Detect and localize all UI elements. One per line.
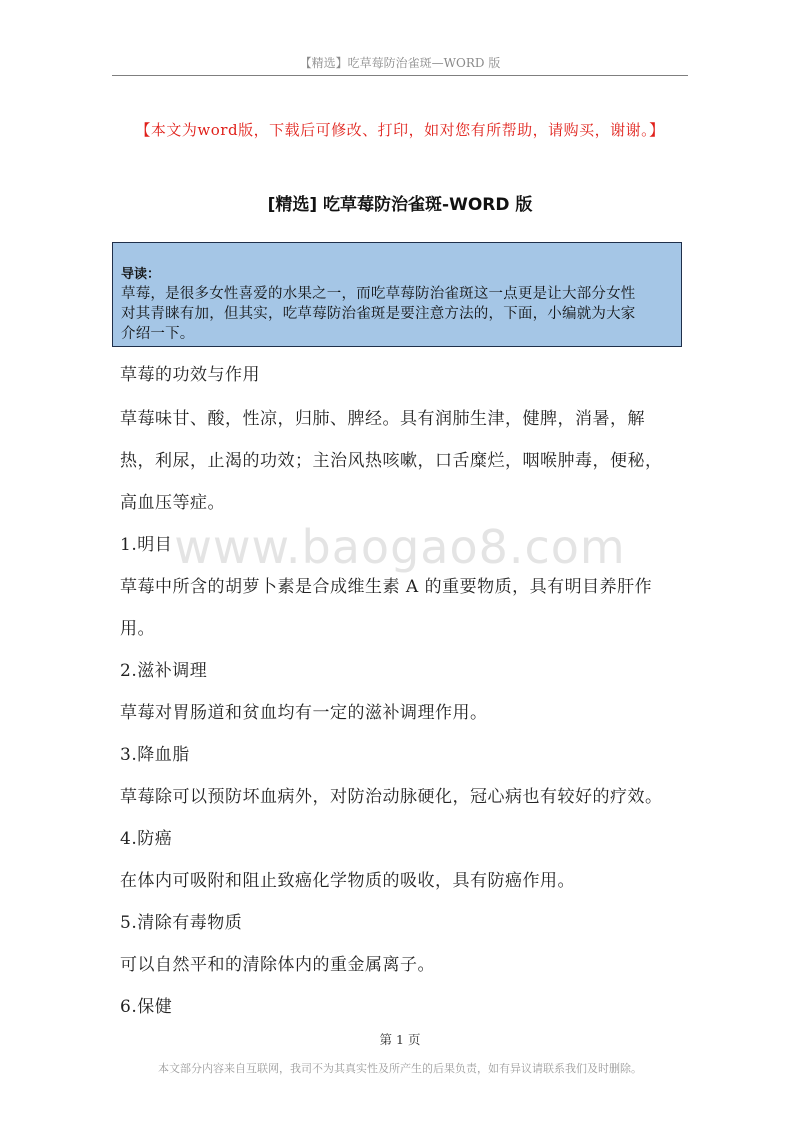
item-heading: 2.滋补调理 [120,661,208,681]
item-heading: 3.降血脂 [120,745,190,765]
running-header: 【精选】吃草莓防治雀斑—WORD 版 [299,56,501,70]
body-paragraph-line: 草莓味甘、酸，性凉，归肺、脾经。具有润肺生津，健脾，消暑，解 [120,409,645,429]
footer-disclaimer: 本文部分内容来自互联网，我司不为其真实性及所产生的后果负责，如有异议请联系我们及时删除。 [158,1062,642,1075]
intro-line: 草莓，是很多女性喜爱的水果之一，而吃草莓防治雀斑这一点更是让大部分女性 [121,286,636,302]
body-paragraph-line: 在体内可吸附和阻止致癌化学物质的吸收，具有防癌作用。 [120,871,575,891]
body-paragraph-line: 热，利尿，止渴的功效；主治风热咳嗽，口舌糜烂，咽喉肿毒，便秘， [120,451,663,471]
intro-label: 导读： [121,267,161,282]
header-divider [112,75,688,76]
page-number: 第 1 页 [379,1032,421,1047]
download-notice: 【本文为word版，下载后可修改、打印，如对您有所帮助，请购买，谢谢。】 [135,121,665,139]
body-paragraph-line: 草莓中所含的胡萝卜素是合成维生素 A 的重要物质，具有明目养肝作 [120,577,653,597]
body-paragraph-line: 草莓对胃肠道和贫血均有一定的滋补调理作用。 [120,703,488,723]
section-heading-benefits: 草莓的功效与作用 [120,365,260,385]
body-paragraph-line: 草莓除可以预防坏血病外，对防治动脉硬化，冠心病也有较好的疗效。 [120,787,663,807]
intro-line: 介绍一下。 [121,326,195,342]
document-title: [精选] 吃草莓防治雀斑-WORD 版 [267,195,533,215]
item-heading: 5.清除有毒物质 [120,913,243,933]
body-paragraph-line: 高血压等症。 [120,493,225,513]
body-paragraph-line: 可以自然平和的清除体内的重金属离子。 [120,955,435,975]
item-heading: 1.明目 [120,535,173,555]
intro-line: 对其青睐有加，但其实，吃草莓防治雀斑是要注意方法的，下面，小编就为大家 [121,306,636,322]
intro-box [112,242,682,347]
item-heading: 6.保健 [120,997,173,1017]
item-heading: 4.防癌 [120,829,173,849]
body-paragraph-line: 用。 [120,619,155,639]
watermark: www.baogao8.com [174,520,626,574]
